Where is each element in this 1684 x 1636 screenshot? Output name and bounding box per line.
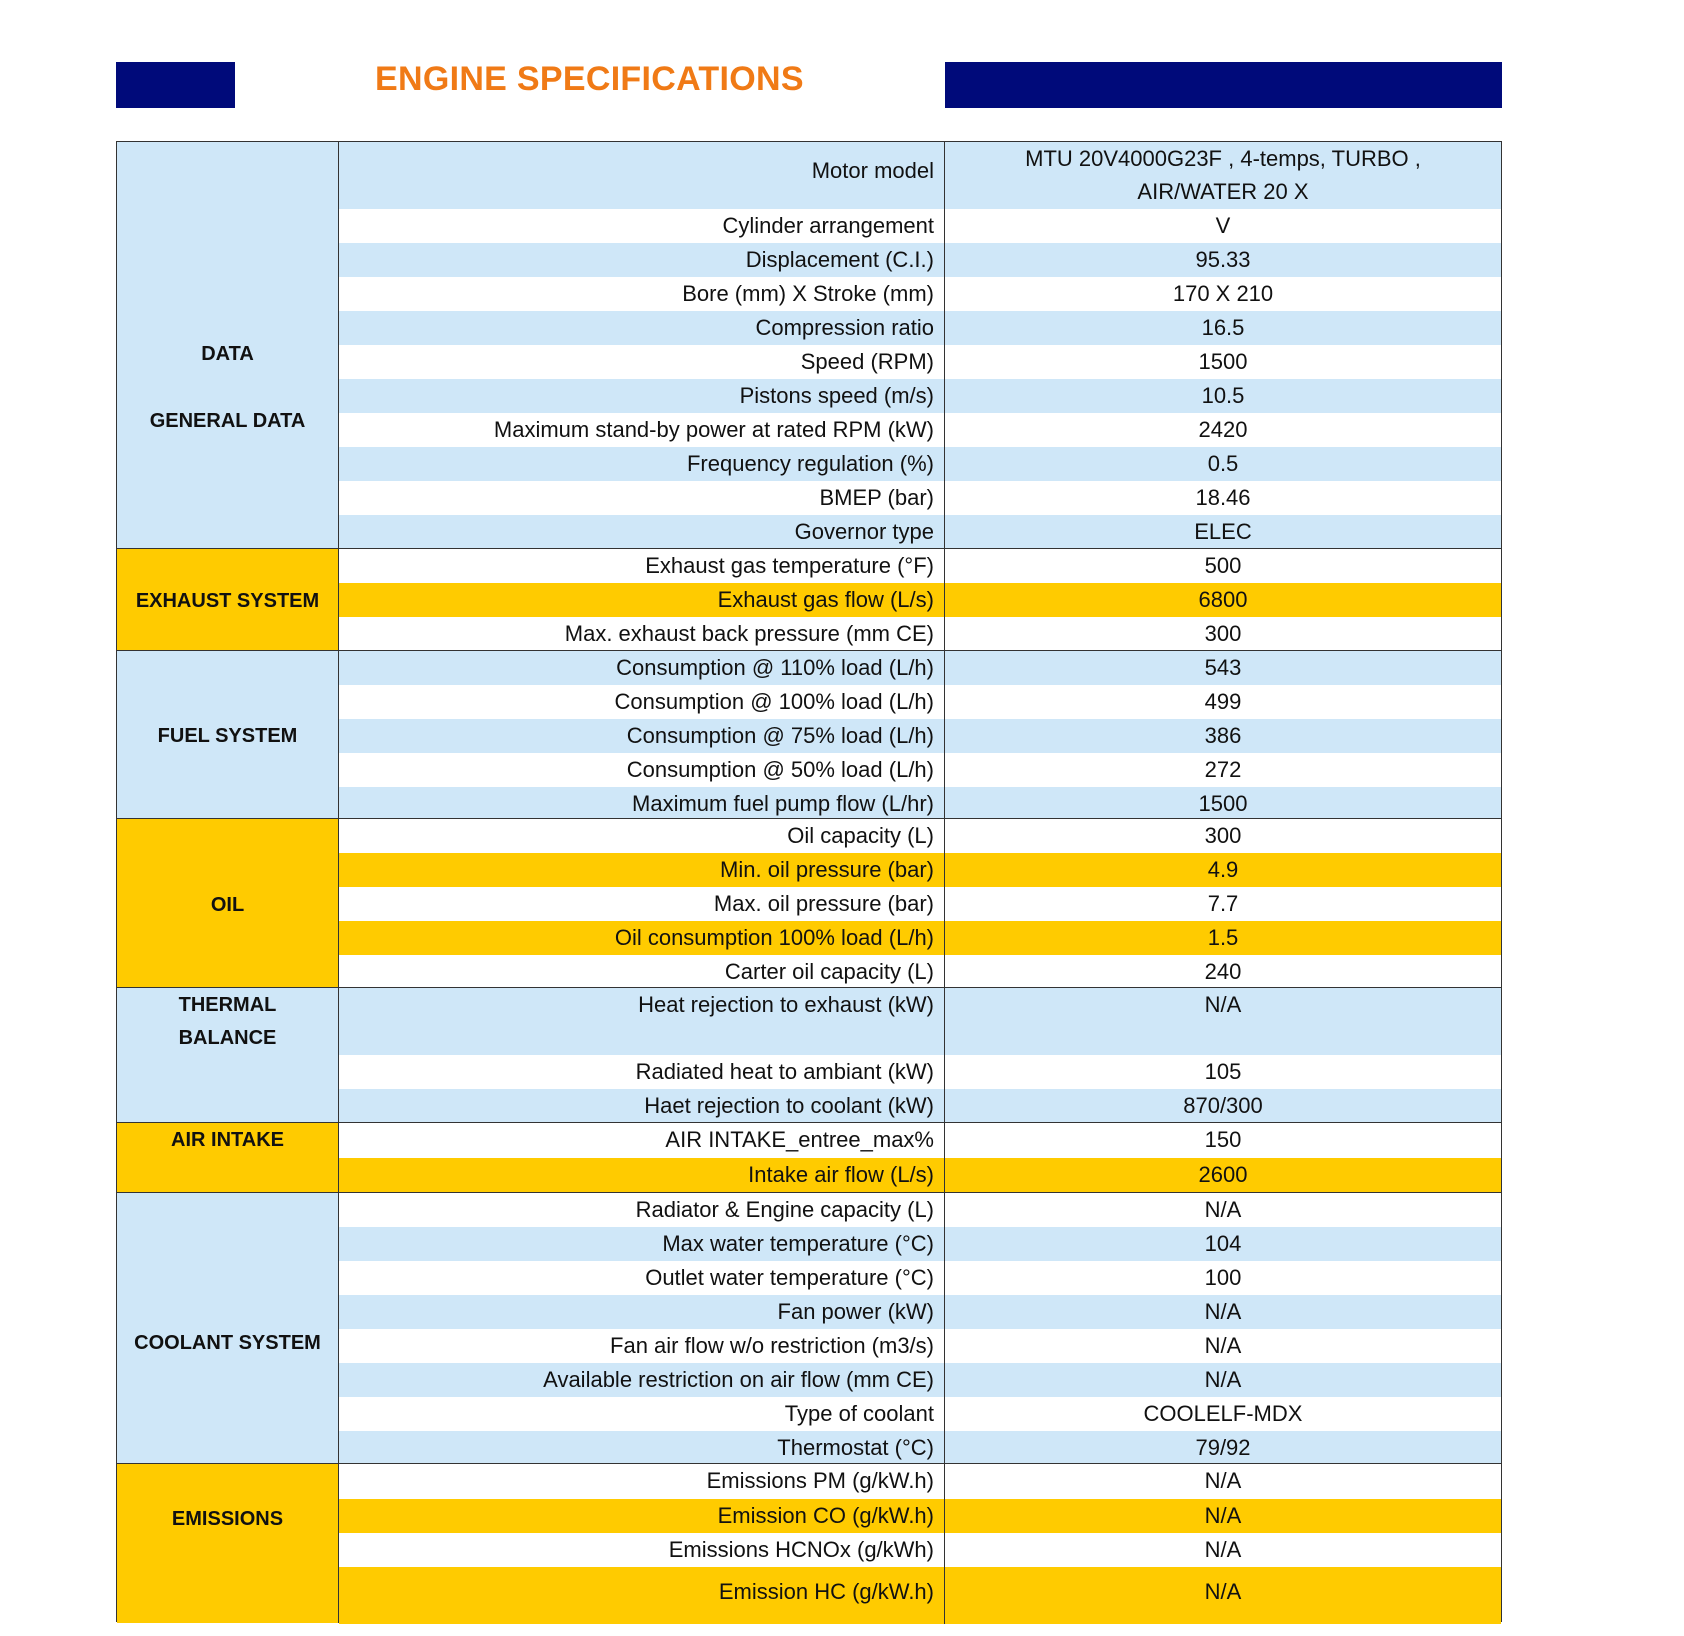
section-label-text: FUEL SYSTEM bbox=[157, 725, 298, 747]
section-label-text: EXHAUST SYSTEM bbox=[135, 590, 320, 612]
spec-value-text: 240 bbox=[1204, 959, 1242, 984]
spec-value bbox=[945, 787, 1501, 819]
spec-value-text: 870/300 bbox=[1183, 1093, 1263, 1118]
spec-value-text: N/A bbox=[1204, 1333, 1242, 1358]
table-row bbox=[339, 1123, 1501, 1158]
table-row bbox=[339, 481, 1501, 515]
section-rows bbox=[339, 549, 1501, 650]
spec-value-text: N/A bbox=[1204, 1367, 1242, 1392]
spec-value-text: 104 bbox=[1204, 1231, 1242, 1256]
spec-value-text: 500 bbox=[1204, 553, 1242, 578]
spec-label-text: Consumption @ 50% load (L/h) bbox=[626, 757, 934, 782]
table-row bbox=[339, 887, 1501, 921]
table-row bbox=[339, 1533, 1501, 1567]
spec-value bbox=[945, 955, 1501, 988]
table-row bbox=[339, 1464, 1501, 1499]
spec-label bbox=[339, 819, 945, 853]
spec-value bbox=[945, 1329, 1501, 1363]
spec-label bbox=[339, 243, 945, 277]
table-row bbox=[339, 819, 1501, 853]
spec-value bbox=[945, 1464, 1501, 1499]
table-row bbox=[339, 1261, 1501, 1295]
spec-label bbox=[339, 1193, 945, 1227]
table-row bbox=[339, 142, 1501, 209]
table-row bbox=[339, 549, 1501, 583]
spec-value bbox=[945, 209, 1501, 243]
spec-label bbox=[339, 787, 945, 819]
spec-value-text: N/A bbox=[1204, 1503, 1242, 1528]
spec-value bbox=[945, 1193, 1501, 1227]
spec-value-text: 2600 bbox=[1198, 1162, 1248, 1187]
spec-label bbox=[339, 1123, 945, 1158]
spec-value bbox=[945, 1123, 1501, 1158]
spec-value-text: ELEC bbox=[1194, 519, 1252, 544]
section-label-text: AIR INTAKE bbox=[171, 1129, 284, 1151]
spec-value bbox=[945, 1089, 1501, 1123]
spec-value-text: 16.5 bbox=[1201, 315, 1245, 340]
spec-label bbox=[339, 345, 945, 379]
table-row bbox=[339, 1295, 1501, 1329]
spec-value bbox=[945, 617, 1501, 651]
section-label-text: DATA bbox=[201, 343, 254, 365]
spec-label-text: Consumption @ 100% load (L/h) bbox=[614, 689, 934, 714]
spec-value-text: MTU 20V4000G23F , 4-temps, TURBO , bbox=[1025, 146, 1421, 171]
spec-label-text: Governor type bbox=[794, 519, 934, 544]
spec-label bbox=[339, 311, 945, 345]
table-row bbox=[339, 753, 1501, 787]
spec-section bbox=[117, 1463, 1501, 1623]
spec-label bbox=[339, 277, 945, 311]
spec-label bbox=[339, 753, 945, 787]
spec-label-text: Maximum fuel pump flow (L/hr) bbox=[632, 791, 934, 816]
spec-value bbox=[945, 1567, 1501, 1624]
spec-value bbox=[945, 1227, 1501, 1261]
spec-value bbox=[945, 853, 1501, 887]
spec-value bbox=[945, 447, 1501, 481]
spec-value bbox=[945, 819, 1501, 853]
spec-label bbox=[339, 1431, 945, 1464]
spec-value-text: 105 bbox=[1204, 1059, 1242, 1084]
page-title: ENGINE SPECIFICATIONS bbox=[375, 60, 804, 98]
table-row bbox=[339, 1055, 1501, 1089]
table-row bbox=[339, 345, 1501, 379]
spec-value bbox=[945, 549, 1501, 583]
table-row bbox=[339, 277, 1501, 311]
table-row bbox=[339, 447, 1501, 481]
spec-label-text: Available restriction on air flow (mm CE) bbox=[543, 1367, 934, 1392]
section-label-text: COOLANT SYSTEM bbox=[134, 1332, 321, 1354]
table-row bbox=[339, 988, 1501, 1055]
spec-section bbox=[117, 987, 1501, 1122]
spec-label-text: Max. exhaust back pressure (mm CE) bbox=[564, 621, 934, 646]
spec-value-text: 499 bbox=[1204, 689, 1242, 714]
section-rows bbox=[339, 1464, 1501, 1623]
spec-label-text: Intake air flow (L/s) bbox=[748, 1162, 934, 1187]
spec-label-text: Emissions HCNOx (g/kWh) bbox=[668, 1537, 934, 1562]
spec-value bbox=[945, 685, 1501, 719]
spec-label bbox=[339, 413, 945, 447]
table-row bbox=[339, 1227, 1501, 1261]
section-label-text: EMISSIONS bbox=[171, 1508, 284, 1530]
spec-label bbox=[339, 1499, 945, 1533]
table-row bbox=[339, 311, 1501, 345]
spec-value-text: 6800 bbox=[1198, 587, 1248, 612]
spec-value-text: 272 bbox=[1204, 757, 1242, 782]
table-row bbox=[339, 413, 1501, 447]
section-rows bbox=[339, 1193, 1501, 1463]
spec-value-text: 2420 bbox=[1198, 417, 1248, 442]
spec-label-text: Outlet water temperature (°C) bbox=[645, 1265, 934, 1290]
spec-label-text: Bore (mm) X Stroke (mm) bbox=[682, 281, 934, 306]
spec-label-text: Exhaust gas flow (L/s) bbox=[717, 587, 934, 612]
table-row bbox=[339, 1329, 1501, 1363]
spec-value bbox=[945, 413, 1501, 447]
section-label bbox=[117, 142, 339, 548]
section-label-text: OIL bbox=[210, 894, 245, 916]
spec-label-text: Oil capacity (L) bbox=[787, 823, 934, 848]
spec-label-text: Cylinder arrangement bbox=[722, 213, 934, 238]
spec-label-text: Exhaust gas temperature (°F) bbox=[645, 553, 934, 578]
spec-label bbox=[339, 1329, 945, 1363]
spec-label-text: Emissions PM (g/kW.h) bbox=[706, 1468, 934, 1493]
spec-value-text: V bbox=[1215, 213, 1231, 238]
spec-label bbox=[339, 853, 945, 887]
spec-label-text: Motor model bbox=[811, 158, 934, 183]
spec-value-text: AIR/WATER 20 X bbox=[1137, 179, 1309, 204]
spec-label-text: Radiator & Engine capacity (L) bbox=[635, 1197, 934, 1222]
spec-label bbox=[339, 1397, 945, 1431]
spec-label bbox=[339, 481, 945, 515]
spec-value bbox=[945, 1295, 1501, 1329]
spec-label bbox=[339, 617, 945, 651]
spec-value bbox=[945, 921, 1501, 955]
spec-value bbox=[945, 887, 1501, 921]
spec-label-text: Oil consumption 100% load (L/h) bbox=[614, 925, 934, 950]
spec-label bbox=[339, 447, 945, 481]
table-row bbox=[339, 243, 1501, 277]
table-row bbox=[339, 685, 1501, 719]
table-row bbox=[339, 1158, 1501, 1193]
spec-label-text: Heat rejection to exhaust (kW) bbox=[638, 992, 934, 1017]
spec-label-text: Frequency regulation (%) bbox=[686, 451, 934, 476]
section-label-text: BALANCE bbox=[178, 1027, 277, 1049]
spec-label bbox=[339, 1089, 945, 1123]
table-row bbox=[339, 921, 1501, 955]
spec-label bbox=[339, 988, 945, 1055]
spec-value bbox=[945, 1363, 1501, 1397]
section-label bbox=[117, 819, 339, 987]
spec-label bbox=[339, 651, 945, 685]
header-bar-left bbox=[116, 62, 235, 108]
spec-label bbox=[339, 583, 945, 617]
spec-value-text: 1.5 bbox=[1207, 925, 1239, 950]
spec-section bbox=[117, 142, 1501, 548]
spec-value-text: 170 X 210 bbox=[1172, 281, 1274, 306]
spec-value-text: 300 bbox=[1204, 621, 1242, 646]
section-label bbox=[117, 1464, 339, 1623]
spec-value bbox=[945, 481, 1501, 515]
spec-value bbox=[945, 1055, 1501, 1089]
spec-label bbox=[339, 1464, 945, 1499]
spec-label bbox=[339, 549, 945, 583]
table-row bbox=[339, 1567, 1501, 1624]
table-row bbox=[339, 209, 1501, 243]
spec-section bbox=[117, 650, 1501, 818]
spec-label-text: Min. oil pressure (bar) bbox=[720, 857, 934, 882]
table-row bbox=[339, 787, 1501, 819]
section-rows bbox=[339, 819, 1501, 987]
spec-value-text: 100 bbox=[1204, 1265, 1242, 1290]
spec-label-text: Max water temperature (°C) bbox=[662, 1231, 934, 1256]
spec-value bbox=[945, 1397, 1501, 1431]
table-row bbox=[339, 651, 1501, 685]
spec-label bbox=[339, 1261, 945, 1295]
section-label bbox=[117, 651, 339, 818]
spec-label-text: Emission CO (g/kW.h) bbox=[717, 1503, 934, 1528]
spec-label bbox=[339, 955, 945, 988]
spec-value bbox=[945, 311, 1501, 345]
spec-label bbox=[339, 921, 945, 955]
spec-value bbox=[945, 243, 1501, 277]
spec-label bbox=[339, 887, 945, 921]
spec-value bbox=[945, 1158, 1501, 1193]
spec-value-text: 543 bbox=[1204, 655, 1242, 680]
spec-label-text: Pistons speed (m/s) bbox=[739, 383, 934, 408]
section-label-text: THERMAL bbox=[178, 994, 277, 1016]
spec-value-text: 150 bbox=[1204, 1127, 1242, 1152]
spec-label bbox=[339, 515, 945, 548]
spec-value-text: 79/92 bbox=[1195, 1435, 1251, 1460]
spec-label bbox=[339, 685, 945, 719]
spec-value bbox=[945, 1431, 1501, 1464]
header-bar-right bbox=[945, 62, 1502, 108]
table-row bbox=[339, 617, 1501, 651]
spec-label-text: Displacement (C.I.) bbox=[745, 247, 934, 272]
spec-label-text: AIR INTAKE_entree_max% bbox=[665, 1127, 934, 1152]
section-rows bbox=[339, 651, 1501, 818]
spec-label-text: Maximum stand-by power at rated RPM (kW) bbox=[493, 417, 934, 442]
spec-label-text: Thermostat (°C) bbox=[777, 1435, 934, 1460]
table-row bbox=[339, 379, 1501, 413]
spec-value-text: 386 bbox=[1204, 723, 1242, 748]
spec-value-text: 0.5 bbox=[1207, 451, 1239, 476]
table-row bbox=[339, 1499, 1501, 1533]
spec-value-text: 10.5 bbox=[1201, 383, 1245, 408]
table-row bbox=[339, 853, 1501, 887]
table-row bbox=[339, 955, 1501, 988]
table-row bbox=[339, 1193, 1501, 1227]
spec-label bbox=[339, 1158, 945, 1193]
table-row bbox=[339, 515, 1501, 548]
spec-value-text: 1500 bbox=[1198, 791, 1248, 816]
spec-label bbox=[339, 1295, 945, 1329]
spec-value-text: N/A bbox=[1204, 1537, 1242, 1562]
spec-value bbox=[945, 1533, 1501, 1567]
spec-value bbox=[945, 277, 1501, 311]
spec-label-text: Type of coolant bbox=[784, 1401, 934, 1426]
spec-value-text: N/A bbox=[1204, 1197, 1242, 1222]
table-row bbox=[339, 583, 1501, 617]
spec-value bbox=[945, 1499, 1501, 1533]
spec-value bbox=[945, 142, 1501, 209]
spec-label-text: Emission HC (g/kW.h) bbox=[718, 1579, 934, 1604]
spec-value bbox=[945, 515, 1501, 548]
spec-label-text: BMEP (bar) bbox=[819, 485, 934, 510]
spec-label bbox=[339, 1567, 945, 1624]
spec-label bbox=[339, 1055, 945, 1089]
spec-label bbox=[339, 1533, 945, 1567]
table-row bbox=[339, 719, 1501, 753]
spec-value-text: COOLELF-MDX bbox=[1143, 1401, 1303, 1426]
section-rows bbox=[339, 142, 1501, 548]
spec-label bbox=[339, 719, 945, 753]
table-row bbox=[339, 1397, 1501, 1431]
spec-value bbox=[945, 719, 1501, 753]
section-label bbox=[117, 549, 339, 650]
section-label bbox=[117, 988, 339, 1122]
spec-value-text: 4.9 bbox=[1207, 857, 1239, 882]
spec-label-text: Radiated heat to ambiant (kW) bbox=[635, 1059, 934, 1084]
spec-value bbox=[945, 651, 1501, 685]
section-label bbox=[117, 1123, 339, 1192]
spec-value-text: N/A bbox=[1204, 1579, 1242, 1604]
spec-value bbox=[945, 345, 1501, 379]
spec-value-text: 7.7 bbox=[1207, 891, 1239, 916]
spec-value bbox=[945, 1261, 1501, 1295]
spec-label-text: Haet rejection to coolant (kW) bbox=[644, 1093, 934, 1118]
table-row bbox=[339, 1363, 1501, 1397]
spec-label bbox=[339, 209, 945, 243]
spec-value-text: 1500 bbox=[1198, 349, 1248, 374]
section-rows bbox=[339, 1123, 1501, 1192]
spec-section bbox=[117, 1192, 1501, 1463]
spec-label-text: Compression ratio bbox=[755, 315, 934, 340]
spec-section bbox=[117, 548, 1501, 650]
table-row bbox=[339, 1431, 1501, 1464]
spec-value bbox=[945, 379, 1501, 413]
spec-value-text: N/A bbox=[1204, 1299, 1242, 1324]
spec-section bbox=[117, 1122, 1501, 1192]
spec-section bbox=[117, 818, 1501, 987]
spec-value-text: 95.33 bbox=[1195, 247, 1251, 272]
spec-label-text: Consumption @ 75% load (L/h) bbox=[626, 723, 934, 748]
spec-label-text: Consumption @ 110% load (L/h) bbox=[616, 655, 934, 680]
spec-value bbox=[945, 583, 1501, 617]
spec-label bbox=[339, 1363, 945, 1397]
spec-value-text: 18.46 bbox=[1195, 485, 1251, 510]
spec-label bbox=[339, 379, 945, 413]
spec-table bbox=[116, 141, 1502, 1622]
spec-label-text: Speed (RPM) bbox=[800, 349, 934, 374]
section-label bbox=[117, 1193, 339, 1463]
section-rows bbox=[339, 988, 1501, 1122]
spec-value-text: N/A bbox=[1204, 1468, 1242, 1493]
spec-value bbox=[945, 988, 1501, 1055]
spec-label-text: Fan air flow w/o restriction (m3/s) bbox=[610, 1333, 934, 1358]
table-row bbox=[339, 1089, 1501, 1123]
spec-label bbox=[339, 142, 945, 209]
spec-label-text: Max. oil pressure (bar) bbox=[713, 891, 934, 916]
section-label-text: GENERAL DATA bbox=[149, 410, 306, 432]
spec-value-text: 300 bbox=[1204, 823, 1242, 848]
spec-value-text: N/A bbox=[1204, 992, 1242, 1017]
spec-label-text: Fan power (kW) bbox=[777, 1299, 934, 1324]
spec-value bbox=[945, 753, 1501, 787]
spec-label bbox=[339, 1227, 945, 1261]
spec-label-text: Carter oil capacity (L) bbox=[724, 959, 934, 984]
